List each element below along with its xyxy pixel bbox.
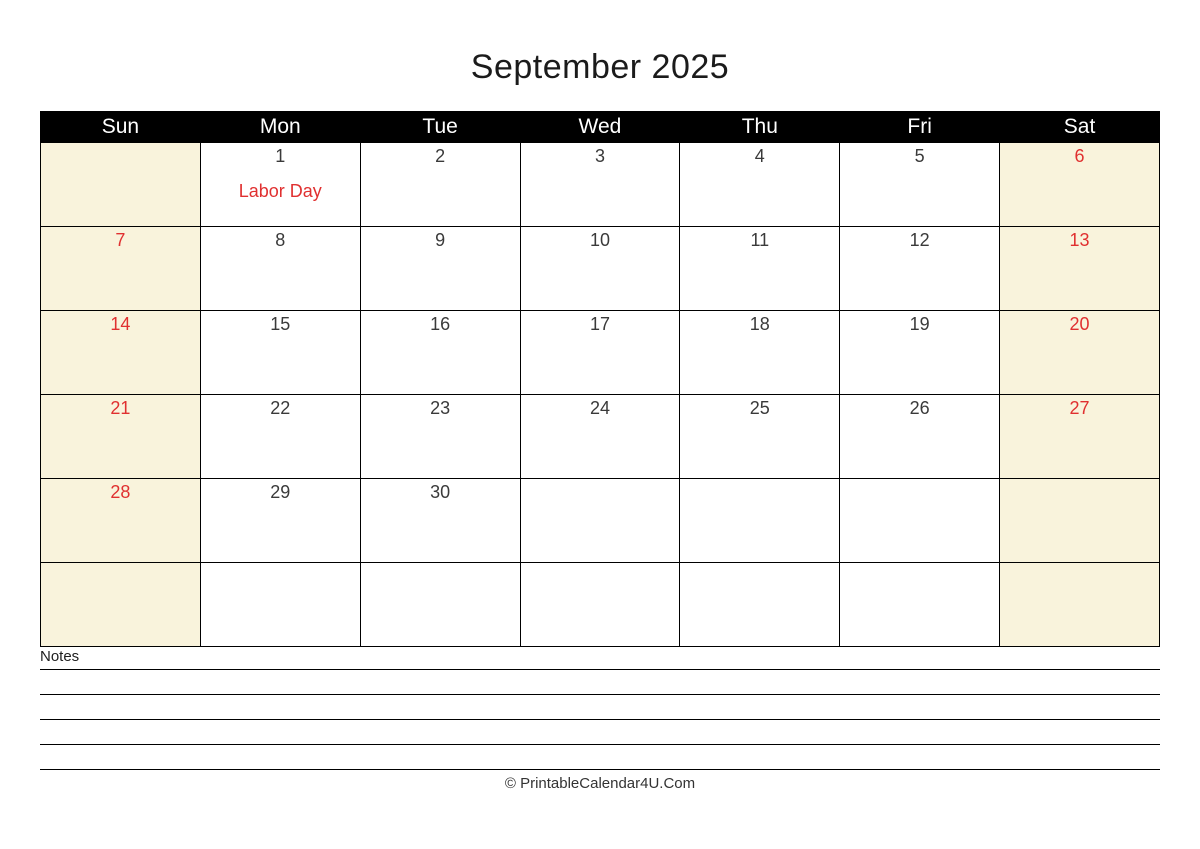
week-row <box>41 395 1160 479</box>
note-line <box>40 720 1160 745</box>
day-cell <box>41 143 201 227</box>
day-number: 21 <box>110 398 131 418</box>
day-number: 15 <box>270 314 291 334</box>
day-number: 28 <box>110 482 131 502</box>
day-cell <box>41 479 201 563</box>
day-cell <box>360 311 520 395</box>
day-number: 23 <box>430 398 451 418</box>
day-cell <box>680 311 840 395</box>
day-number: 12 <box>909 230 930 250</box>
day-cell <box>360 563 520 647</box>
day-cell <box>41 395 201 479</box>
note-line <box>40 670 1160 695</box>
day-cell <box>840 311 1000 395</box>
day-cell <box>840 563 1000 647</box>
day-cell <box>1000 563 1160 647</box>
day-number: 10 <box>589 230 610 250</box>
day-cell <box>680 395 840 479</box>
day-cell <box>41 563 201 647</box>
day-number: 5 <box>914 146 925 166</box>
calendar-grid <box>40 111 1160 647</box>
day-number: 13 <box>1069 230 1090 250</box>
day-cell <box>200 395 360 479</box>
day-number: 11 <box>750 230 770 250</box>
weekday-header-row <box>41 112 1160 143</box>
day-cell <box>520 143 680 227</box>
day-cell <box>1000 311 1160 395</box>
week-row <box>41 143 1160 227</box>
week-row <box>41 311 1160 395</box>
holiday-label: Labor Day <box>238 181 322 201</box>
day-cell <box>520 563 680 647</box>
day-number: 25 <box>749 398 770 418</box>
week-row <box>41 227 1160 311</box>
day-cell <box>1000 227 1160 311</box>
day-cell <box>360 479 520 563</box>
day-number: 30 <box>430 482 451 502</box>
day-number: 4 <box>754 146 765 166</box>
day-cell <box>200 227 360 311</box>
day-number: 18 <box>749 314 770 334</box>
weekday-header-mon: Mon <box>200 112 360 143</box>
day-cell <box>360 395 520 479</box>
day-number: 17 <box>589 314 610 334</box>
day-number: 27 <box>1069 398 1090 418</box>
notes-section <box>40 648 1160 770</box>
day-number: 3 <box>594 146 605 166</box>
day-number: 8 <box>275 230 286 250</box>
day-number: 2 <box>435 146 446 166</box>
day-cell <box>680 479 840 563</box>
weekday-header-sat: Sat <box>1000 112 1160 143</box>
week-row <box>41 479 1160 563</box>
day-cell <box>200 479 360 563</box>
day-number: 16 <box>430 314 451 334</box>
day-cell <box>840 143 1000 227</box>
day-cell <box>200 311 360 395</box>
day-number: 1 <box>275 146 286 166</box>
notes-label: Notes <box>40 648 1160 670</box>
weekday-header-tue: Tue <box>360 112 520 143</box>
page-title: September 2025 <box>470 48 730 86</box>
day-cell <box>840 395 1000 479</box>
weekday-header-wed: Wed <box>520 112 680 143</box>
day-cell <box>1000 479 1160 563</box>
day-cell <box>520 311 680 395</box>
week-row <box>41 563 1160 647</box>
copyright-text: © PrintableCalendar4U.Com <box>504 775 696 792</box>
day-number: 22 <box>270 398 291 418</box>
day-cell <box>520 395 680 479</box>
day-number: 24 <box>589 398 610 418</box>
day-cell <box>520 479 680 563</box>
day-cell <box>1000 395 1160 479</box>
day-cell <box>680 563 840 647</box>
day-cell <box>41 227 201 311</box>
day-cell <box>840 227 1000 311</box>
day-cell <box>360 143 520 227</box>
day-cell <box>41 311 201 395</box>
day-cell <box>680 227 840 311</box>
day-cell <box>520 227 680 311</box>
day-number: 6 <box>1074 146 1085 166</box>
day-cell <box>200 143 360 227</box>
weekday-header-fri: Fri <box>840 112 1000 143</box>
day-number: 26 <box>909 398 930 418</box>
note-line <box>40 695 1160 720</box>
day-cell <box>680 143 840 227</box>
weekday-header-sun: Sun <box>41 112 201 143</box>
day-number: 14 <box>110 314 131 334</box>
day-cell <box>1000 143 1160 227</box>
day-cell <box>360 227 520 311</box>
day-number: 29 <box>270 482 291 502</box>
day-number: 19 <box>909 314 930 334</box>
weekday-header-thu: Thu <box>680 112 840 143</box>
day-cell <box>200 563 360 647</box>
note-line <box>40 745 1160 770</box>
day-number: 20 <box>1069 314 1090 334</box>
day-number: 9 <box>435 230 446 250</box>
day-cell <box>840 479 1000 563</box>
day-number: 7 <box>115 230 126 250</box>
